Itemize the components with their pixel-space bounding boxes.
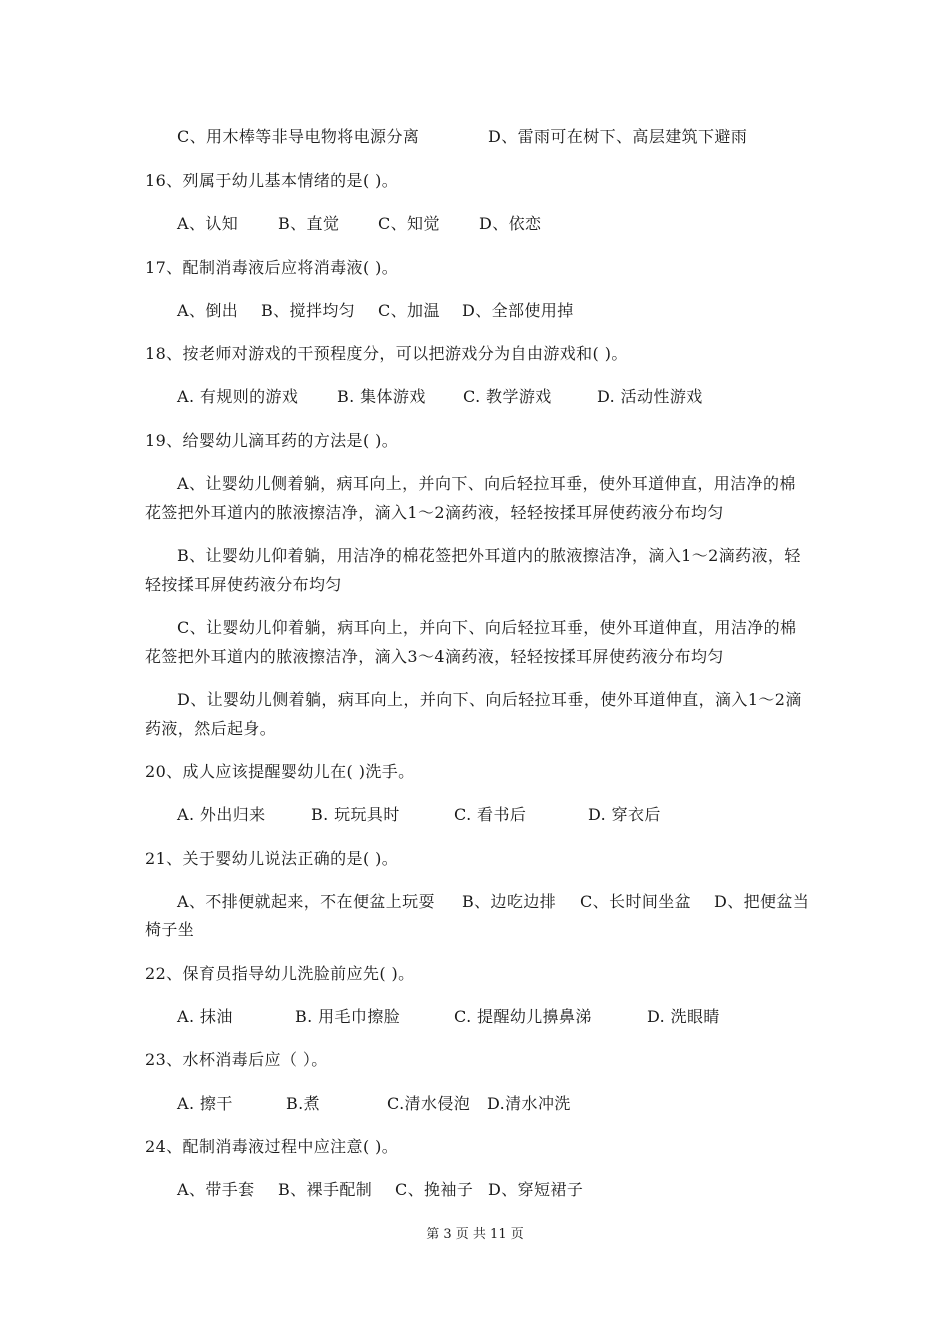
option-c: C、挽袖子 bbox=[395, 1180, 474, 1199]
option-c: C、用木棒等非导电物将电源分离 bbox=[177, 127, 420, 146]
question-16: 16、列属于幼儿基本情绪的是( )。 bbox=[145, 171, 399, 190]
option-d: D.清水冲洗 bbox=[487, 1094, 571, 1113]
option-a: A、倒出 bbox=[177, 301, 239, 320]
option-d: D. 穿衣后 bbox=[588, 805, 661, 824]
option-c: C. 教学游戏 bbox=[463, 387, 552, 406]
question-22: 22、保育员指导幼儿洗脸前应先( )。 bbox=[145, 964, 415, 983]
option-a: A. 擦干 bbox=[177, 1094, 233, 1113]
option-b: B、直觉 bbox=[278, 214, 340, 233]
question-19: 19、给婴幼儿滴耳药的方法是( )。 bbox=[145, 431, 399, 450]
option-a: A. 有规则的游戏 bbox=[177, 387, 299, 406]
option-d: D、全部使用掉 bbox=[462, 301, 574, 320]
question-21: 21、关于婴幼儿说法正确的是( )。 bbox=[145, 849, 399, 868]
option-b-line-1: B、让婴幼儿仰着躺，用洁净的棉花签把外耳道内的脓液擦洁净，滴入1～2滴药液，轻 bbox=[177, 546, 801, 565]
option-a: A、带手套 bbox=[177, 1180, 255, 1199]
option-b: B. 集体游戏 bbox=[337, 387, 426, 406]
option-b: B、边吃边排 bbox=[462, 892, 557, 911]
option-a: A、认知 bbox=[177, 214, 239, 233]
option-d-line-2: 药液，然后起身。 bbox=[145, 719, 277, 738]
option-d: D、把便盆当 bbox=[714, 892, 810, 911]
option-a: A、不排便就起来，不在便盆上玩耍 bbox=[177, 892, 435, 911]
option-c: C、长时间坐盆 bbox=[580, 892, 692, 911]
option-c-line-1: C、让婴幼儿仰着躺，病耳向上，并向下、向后轻拉耳垂，使外耳道伸直，用洁净的棉 bbox=[177, 618, 797, 637]
option-c: C.清水侵泡 bbox=[387, 1094, 471, 1113]
option-d: D、穿短裙子 bbox=[488, 1180, 584, 1199]
option-c: C、加温 bbox=[378, 301, 440, 320]
option-d: D、雷雨可在树下、高层建筑下避雨 bbox=[488, 127, 748, 146]
option-b: B. 用毛巾擦脸 bbox=[295, 1007, 401, 1026]
option-c: C. 提醒幼儿擤鼻涕 bbox=[454, 1007, 592, 1026]
option-c-line-2: 花签把外耳道内的脓液擦洁净，滴入3～4滴药液，轻轻按揉耳屏使药液分布均匀 bbox=[145, 647, 724, 666]
question-18: 18、按老师对游戏的干预程度分，可以把游戏分为自由游戏和( )。 bbox=[145, 344, 628, 363]
option-d: D. 洗眼睛 bbox=[647, 1007, 720, 1026]
option-a-line-1: A、让婴幼儿侧着躺，病耳向上，并向下、向后轻拉耳垂，使外耳道伸直，用洁净的棉 bbox=[177, 474, 796, 493]
option-b-line-2: 轻按揉耳屏使药液分布均匀 bbox=[145, 575, 342, 594]
question-17: 17、配制消毒液后应将消毒液( )。 bbox=[145, 258, 399, 277]
option-a: A. 抹油 bbox=[177, 1007, 233, 1026]
option-b: B、裸手配制 bbox=[278, 1180, 373, 1199]
page-number: 第 3 页 共 11 页 bbox=[426, 1227, 524, 1242]
option-a: A. 外出归来 bbox=[177, 805, 266, 824]
option-c: C、知觉 bbox=[378, 214, 440, 233]
option-b: B. 玩玩具时 bbox=[311, 805, 400, 824]
question-20: 20、成人应该提醒婴幼儿在( )洗手。 bbox=[145, 762, 415, 781]
option-d: D. 活动性游戏 bbox=[597, 387, 703, 406]
option-d-line-1: D、让婴幼儿侧着躺，病耳向上，并向下、向后轻拉耳垂，使外耳道伸直，滴入1～2滴 bbox=[177, 690, 802, 709]
option-d-line-2: 椅子坐 bbox=[145, 920, 195, 939]
option-c: C. 看书后 bbox=[454, 805, 527, 824]
option-b: B.煮 bbox=[286, 1094, 321, 1113]
question-23: 23、水杯消毒后应（ ）。 bbox=[145, 1050, 328, 1069]
option-b: B、搅拌均匀 bbox=[261, 301, 356, 320]
option-d: D、依恋 bbox=[479, 214, 542, 233]
question-24: 24、配制消毒液过程中应注意( )。 bbox=[145, 1137, 399, 1156]
option-a-line-2: 花签把外耳道内的脓液擦洁净，滴入1～2滴药液，轻轻按揉耳屏使药液分布均匀 bbox=[145, 503, 724, 522]
